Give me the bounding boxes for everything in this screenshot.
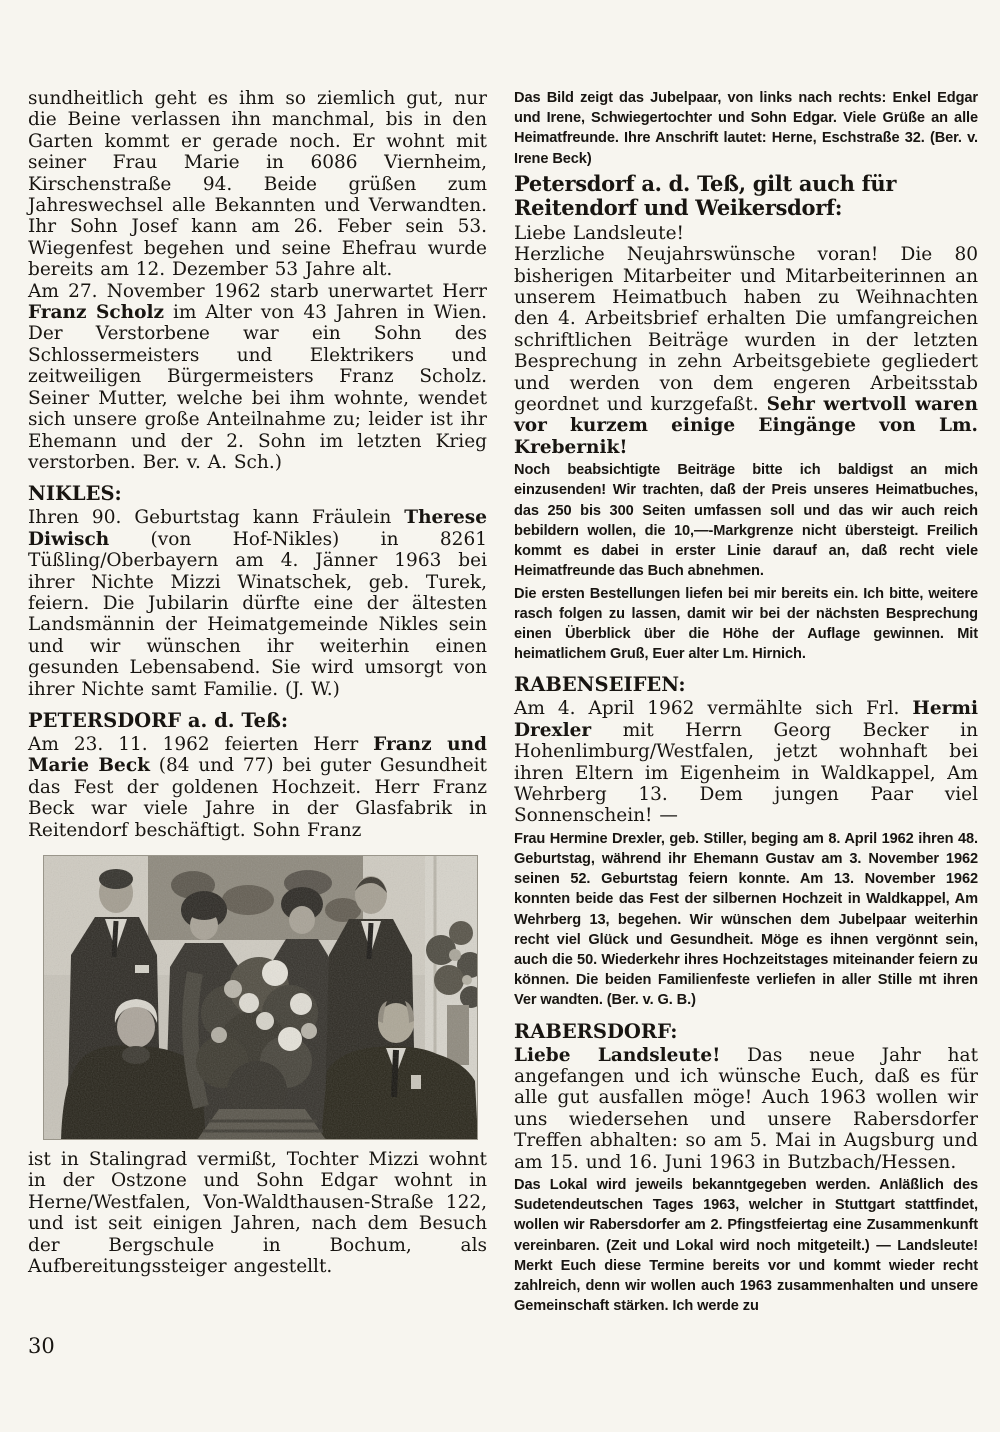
section-heading-petersdorf-reitendorf: Petersdorf a. d. Teß, gilt auch für Reitendorf und Weikersdorf:: [514, 170, 897, 221]
text-run: Am 27. November 1962 starb unerwartet Herr: [28, 280, 487, 302]
section-heading-nikles: NIKLES:: [28, 482, 122, 506]
note-rabersdorf-treffen: Das Lokal wird jeweils bekanntgegeben werden. Anläßlich des Sudetendeutschen Tages 1963, welcher in Stuttgart stattfindet, wollen wir Rabersdorfer am 2. Pfingstfeiertag eine Zusammenkunft vereinbaren. (Zeit und Lokal wird noch mitgeteilt.) — Landsleute! Merkt Euch diese Termine bereits vor und kommt wieder recht zahlreich, denn wir wollen auch 1963 zusammenhalten und unsere Gemeinschaft stärken. Ich werde zu: [514, 1177, 978, 1315]
note-drexler-geburtstage: Frau Hermine Drexler, geb. Stiller, beging am 8. April 1962 ihren 48. Geburtstag, während ihr Ehemann Gustav am 3. November 1962 seinen 52. Geburtstag feiern konnte. Am 13. November 1962 konnten beide das Fest der silbernen Hochzeit in Waldkappel, Am Wehrberg 13, begehen. Wir wünschen dem Jubelpaar weiterhin recht viel Glück und Gesundheit. Möge es ihnen vergönnt sein, auch die 50. Wiederkehr ihres Hochzeitstages miteinander feiern zu können. Die beiden Familienfeste verliefen in aller Stille mt ihren Ver wandten. (Ber. v. G. B.): [514, 830, 978, 1009]
photo-grain: [43, 855, 478, 1140]
text-run: Am 23. 11. 1962 feierten Herr: [28, 733, 374, 755]
paragraph-scholz-obituary: [28, 281, 487, 474]
text-run-bold: Franz Scholz: [28, 302, 164, 324]
text-run: (84 und 77) bei guter Gesundheit das Fest der goldenen Hochzeit. Herr Franz Beck war viele Jahre in der Glasfabrik in Reitendorf beschäftigt. Sohn Franz: [28, 755, 487, 841]
text-run-bold: Franz und Marie Beck: [28, 733, 487, 777]
page-number: 30: [28, 1334, 55, 1358]
text-run: Ihren 90. Geburtstag kann Fräulein: [28, 507, 405, 529]
salutation-landsleute: Liebe Landsleute!: [514, 222, 684, 244]
section-heading-petersdorf: PETERSDORF a. d. Teß:: [28, 708, 289, 732]
text-run-bold: Therese Diwisch: [28, 507, 487, 550]
note-heimatbuch-preis: Noch beabsichtigte Beiträge bitte ich baldigst an mich einzusenden! Wir trachten, daß der Preis unseres Heimatbuches, das 250 bis 300 Seiten umfassen soll und das wir auch reich bebildern wollen, die 10,—-Markgrenze nicht übersteigt. Freilich kommt es dabei in erster Linie darauf an, daß recht viele Heimatfreunde das Buch abnehmen.: [514, 462, 978, 580]
text-run: mit Herrn Georg Becker in Hohenlimburg/Westfalen, jetzt wohnhaft bei ihren Eltern im Eigenheim in Waldkappel, Am Wehrberg 13. Dem jungen Paar viel Sonnenschein! —: [514, 719, 978, 827]
note-bestellungen: Die ersten Bestellungen liefen bei mir bereits ein. Ich bitte, weitere rasch folgen zu lassen, damit wir bei der nächsten Besprechung einen Überblick über die Höhe der Auflage gewinnen. Mit heimatlichem Gruß, Euer alter Lm. Hirnich.: [514, 585, 978, 663]
text-run: (von Hof-Nikles) in 8261 Tüßling/Oberbayern am 4. Jänner 1963 bei ihrer Nichte Mizzi Winatschek, geb. Turek, feiern. Die Jubilarin dürfte eine der ältesten Landsmännin der Heimatgemeinde Nikles sein und wir wünschen ihr weiterhin einen gesunden Lebensabend. Sie wird umsorgt von ihrer Nichte samt Familie. (J. W.): [28, 528, 487, 700]
paragraph-nikles: [28, 507, 487, 700]
jubilee-family-photo: [43, 855, 478, 1140]
section-heading-rabersdorf: RABERSDORF:: [514, 1019, 678, 1043]
text-run: Am 4. April 1962 vermählte sich Frl.: [514, 698, 913, 720]
right-column: [514, 88, 978, 1316]
paragraph-neujahrswuensche: [514, 244, 978, 458]
left-column: [28, 88, 487, 1277]
paragraph-petersdorf-beck: [28, 734, 487, 841]
paragraph-after-photo: ist in Stalingrad vermißt, Tochter Mizzi wohnt in der Ostzone und Sohn Edgar wohnt in Herne/Westfalen, Von-Waldthausen-Straße 122, und ist seit einigen Jahren, nach dem Besuch der Bergschule in Bochum, als Aufbereitungssteiger angestellt.: [28, 1149, 487, 1278]
text-run: Herzliche Neujahrswünsche voran! Die 80 bisherigen Mitarbeiter und Mitarbeiterinnen an unserem Heimatbuch haben zu Weihnachten den 4. Arbeitsbrief erhalten Die umfangreichen schriftlichen Beiträge wurden in der letzten Besprechung in zehn Arbeitsgebiete gegliedert und werden von dem engeren Arbeitsstab geordnet und kurzgefaßt.: [514, 244, 978, 416]
paragraph-rabenseifen: [514, 698, 978, 826]
text-run-bold: Liebe Landsleute!: [514, 1044, 721, 1066]
text-run-bold: Sehr wertvoll waren vor kurzem einige Eingänge von Lm. Krebernik!: [514, 394, 978, 458]
photo-caption: Das Bild zeigt das Jubelpaar, von links nach rechts: Enkel Edgar und Irene, Schwiegertochter und Sohn Edgar. Viele Grüße an alle Heimatfreunde. Ihre Anschrift lautet: Herne, Eschstraße 32. (Ber. v. Irene Beck): [514, 90, 978, 167]
paragraph-rabersdorf: [514, 1045, 978, 1173]
text-run-bold: Hermi Drexler: [514, 698, 978, 741]
jubilee-photo-illustration: [43, 855, 478, 1140]
section-heading-rabenseifen: RABENSEIFEN:: [514, 673, 686, 697]
text-run: Das neue Jahr hat angefangen und ich wünsche Euch, daß es für alle gut ausfallen möge! Auch 1963 wollen wir uns wiedersehen und unsere Rabersdorfer Treffen abhalten: so am 5. Mai in Augsburg und am 15. und 16. Juni 1963 in Butzbach/Hessen.: [514, 1044, 978, 1173]
paragraph-continuation: sundheitlich geht es ihm so ziemlich gut, nur die Beine verlassen ihn manchmal, bis in den Garten kommt er gerade noch. Er wohnt mit seiner Frau Marie in 6086 Viernheim, Kirschenstraße 94. Beide grüßen zum Jahreswechsel alle Bekannten und Verwandten. Ihr Sohn Josef kann am 26. Feber sein 53. Wiegenfest begehen und seine Ehefrau wurde bereits am 12. Dezember 53 Jahre alt.: [28, 88, 487, 281]
text-run: im Alter von 43 Jahren in Wien. Der Verstorbene war ein Sohn des Schlossermeisters und Elektrikers und zeitweiligen Bürgermeisters Franz Scholz. Seiner Mutter, welche bei ihm wohnte, wendet sich unsere große Anteilnahme zu; leider ist ihr Ehemann und der 2. Sohn im letzten Krieg verstorben. Ber. v. A. Sch.): [28, 302, 488, 473]
